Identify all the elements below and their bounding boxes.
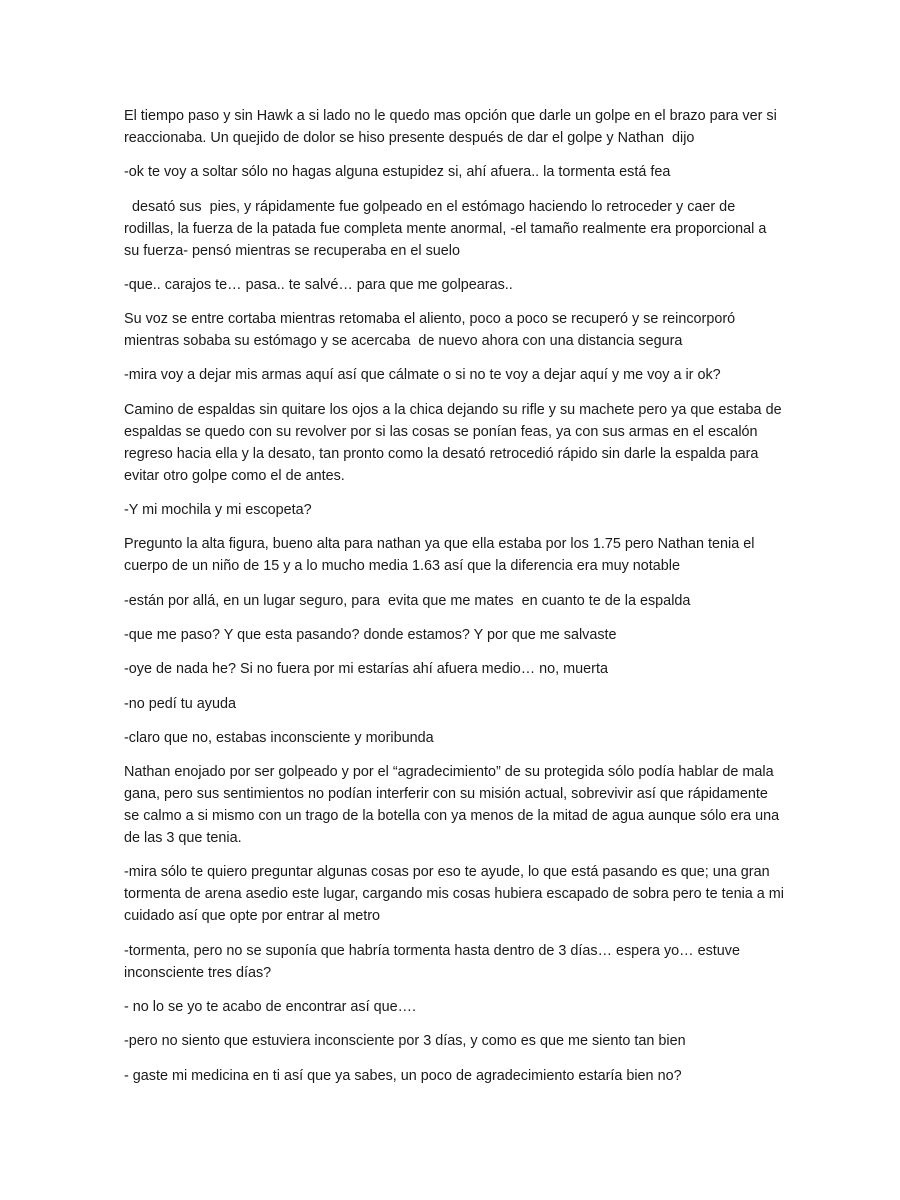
- paragraph: -Y mi mochila y mi escopeta?: [124, 502, 312, 519]
- paragraph: -claro que no, estabas inconsciente y moribunda: [124, 729, 434, 746]
- paragraph: -pero no siento que estuviera inconsciente por 3 días, y como es que me siento tan bien: [124, 1033, 686, 1050]
- paragraph: -están por allá, en un lugar seguro, para evita que me mates en cuanto te de la espalda: [124, 592, 691, 609]
- paragraph: -que.. carajos te… pasa.. te salvé… para que me golpearas..: [124, 276, 513, 293]
- paragraph: -mira voy a dejar mis armas aquí así que cálmate o si no te voy a dejar aquí y me voy a ir ok?: [124, 367, 721, 384]
- paragraph: Nathan enojado por ser golpeado y por el “agradecimiento” de su protegida sólo podía hablar de mala gana, pero sus sentimientos no podían interferir con su misión actual, sobrevivir así que rápidamente se calmo a si mismo con un trago de la botella con ya menos de la mitad de agua aunque sólo era una de las 3 que tenia.: [124, 764, 784, 847]
- paragraph: -que me paso? Y que esta pasando? donde estamos? Y por que me salvaste: [124, 626, 617, 643]
- paragraph: - no lo se yo te acabo de encontrar así que….: [124, 999, 416, 1016]
- paragraph: -mira sólo te quiero preguntar algunas cosas por eso te ayude, lo que está pasando es que; una gran tormenta de arena asedio este lugar, cargando mis cosas hubiera escapado de sobra pero te tenia a mi cuidado así que opte por entrar al metro: [124, 864, 788, 925]
- paragraph: -ok te voy a soltar sólo no hagas alguna estupidez si, ahí afuera.. la tormenta está fea: [124, 164, 671, 181]
- paragraph: -tormenta, pero no se suponía que habría tormenta hasta dentro de 3 días… espera yo… estuve inconsciente tres días?: [124, 942, 744, 981]
- paragraph: desató sus pies, y rápidamente fue golpeado en el estómago haciendo lo retroceder y caer de rodillas, la fuerza de la patada fue completa mente anormal, -el tamaño realmente era proporcional a su fuerza- pensó mientras se recuperaba en el suelo: [124, 198, 771, 259]
- paragraph: Su voz se entre cortaba mientras retomaba el aliento, poco a poco se recuperó y se reincorporó mientras sobaba su estómago y se acercaba de nuevo ahora con una distancia segura: [124, 311, 740, 350]
- document-body: [124, 105, 788, 1099]
- paragraph: - gaste mi medicina en ti así que ya sabes, un poco de agradecimiento estaría bien no?: [124, 1067, 682, 1084]
- paragraph: Camino de espaldas sin quitare los ojos a la chica dejando su rifle y su machete pero ya que estaba de espaldas se quedo con su revolver por si las cosas se ponían feas, ya con sus armas en el escalón regreso hacia ella y la desato, tan pronto como la desató retrocedió rápido sin darle la espalda para evitar otro golpe como el de antes.: [124, 401, 786, 484]
- paragraph: -oye de nada he? Si no fuera por mi estarías ahí afuera medio… no, muerta: [124, 661, 608, 678]
- paragraph: Pregunto la alta figura, bueno alta para nathan ya que ella estaba por los 1.75 pero Nathan tenia el cuerpo de un niño de 15 y a lo mucho media 1.63 así que la diferencia era muy notable: [124, 536, 759, 575]
- paragraph: -no pedí tu ayuda: [124, 695, 237, 712]
- paragraph: El tiempo paso y sin Hawk a si lado no le quedo mas opción que darle un golpe en el brazo para ver si reaccionaba. Un quejido de dolor se hiso presente después de dar el golpe y Nathan dijo: [124, 108, 781, 146]
